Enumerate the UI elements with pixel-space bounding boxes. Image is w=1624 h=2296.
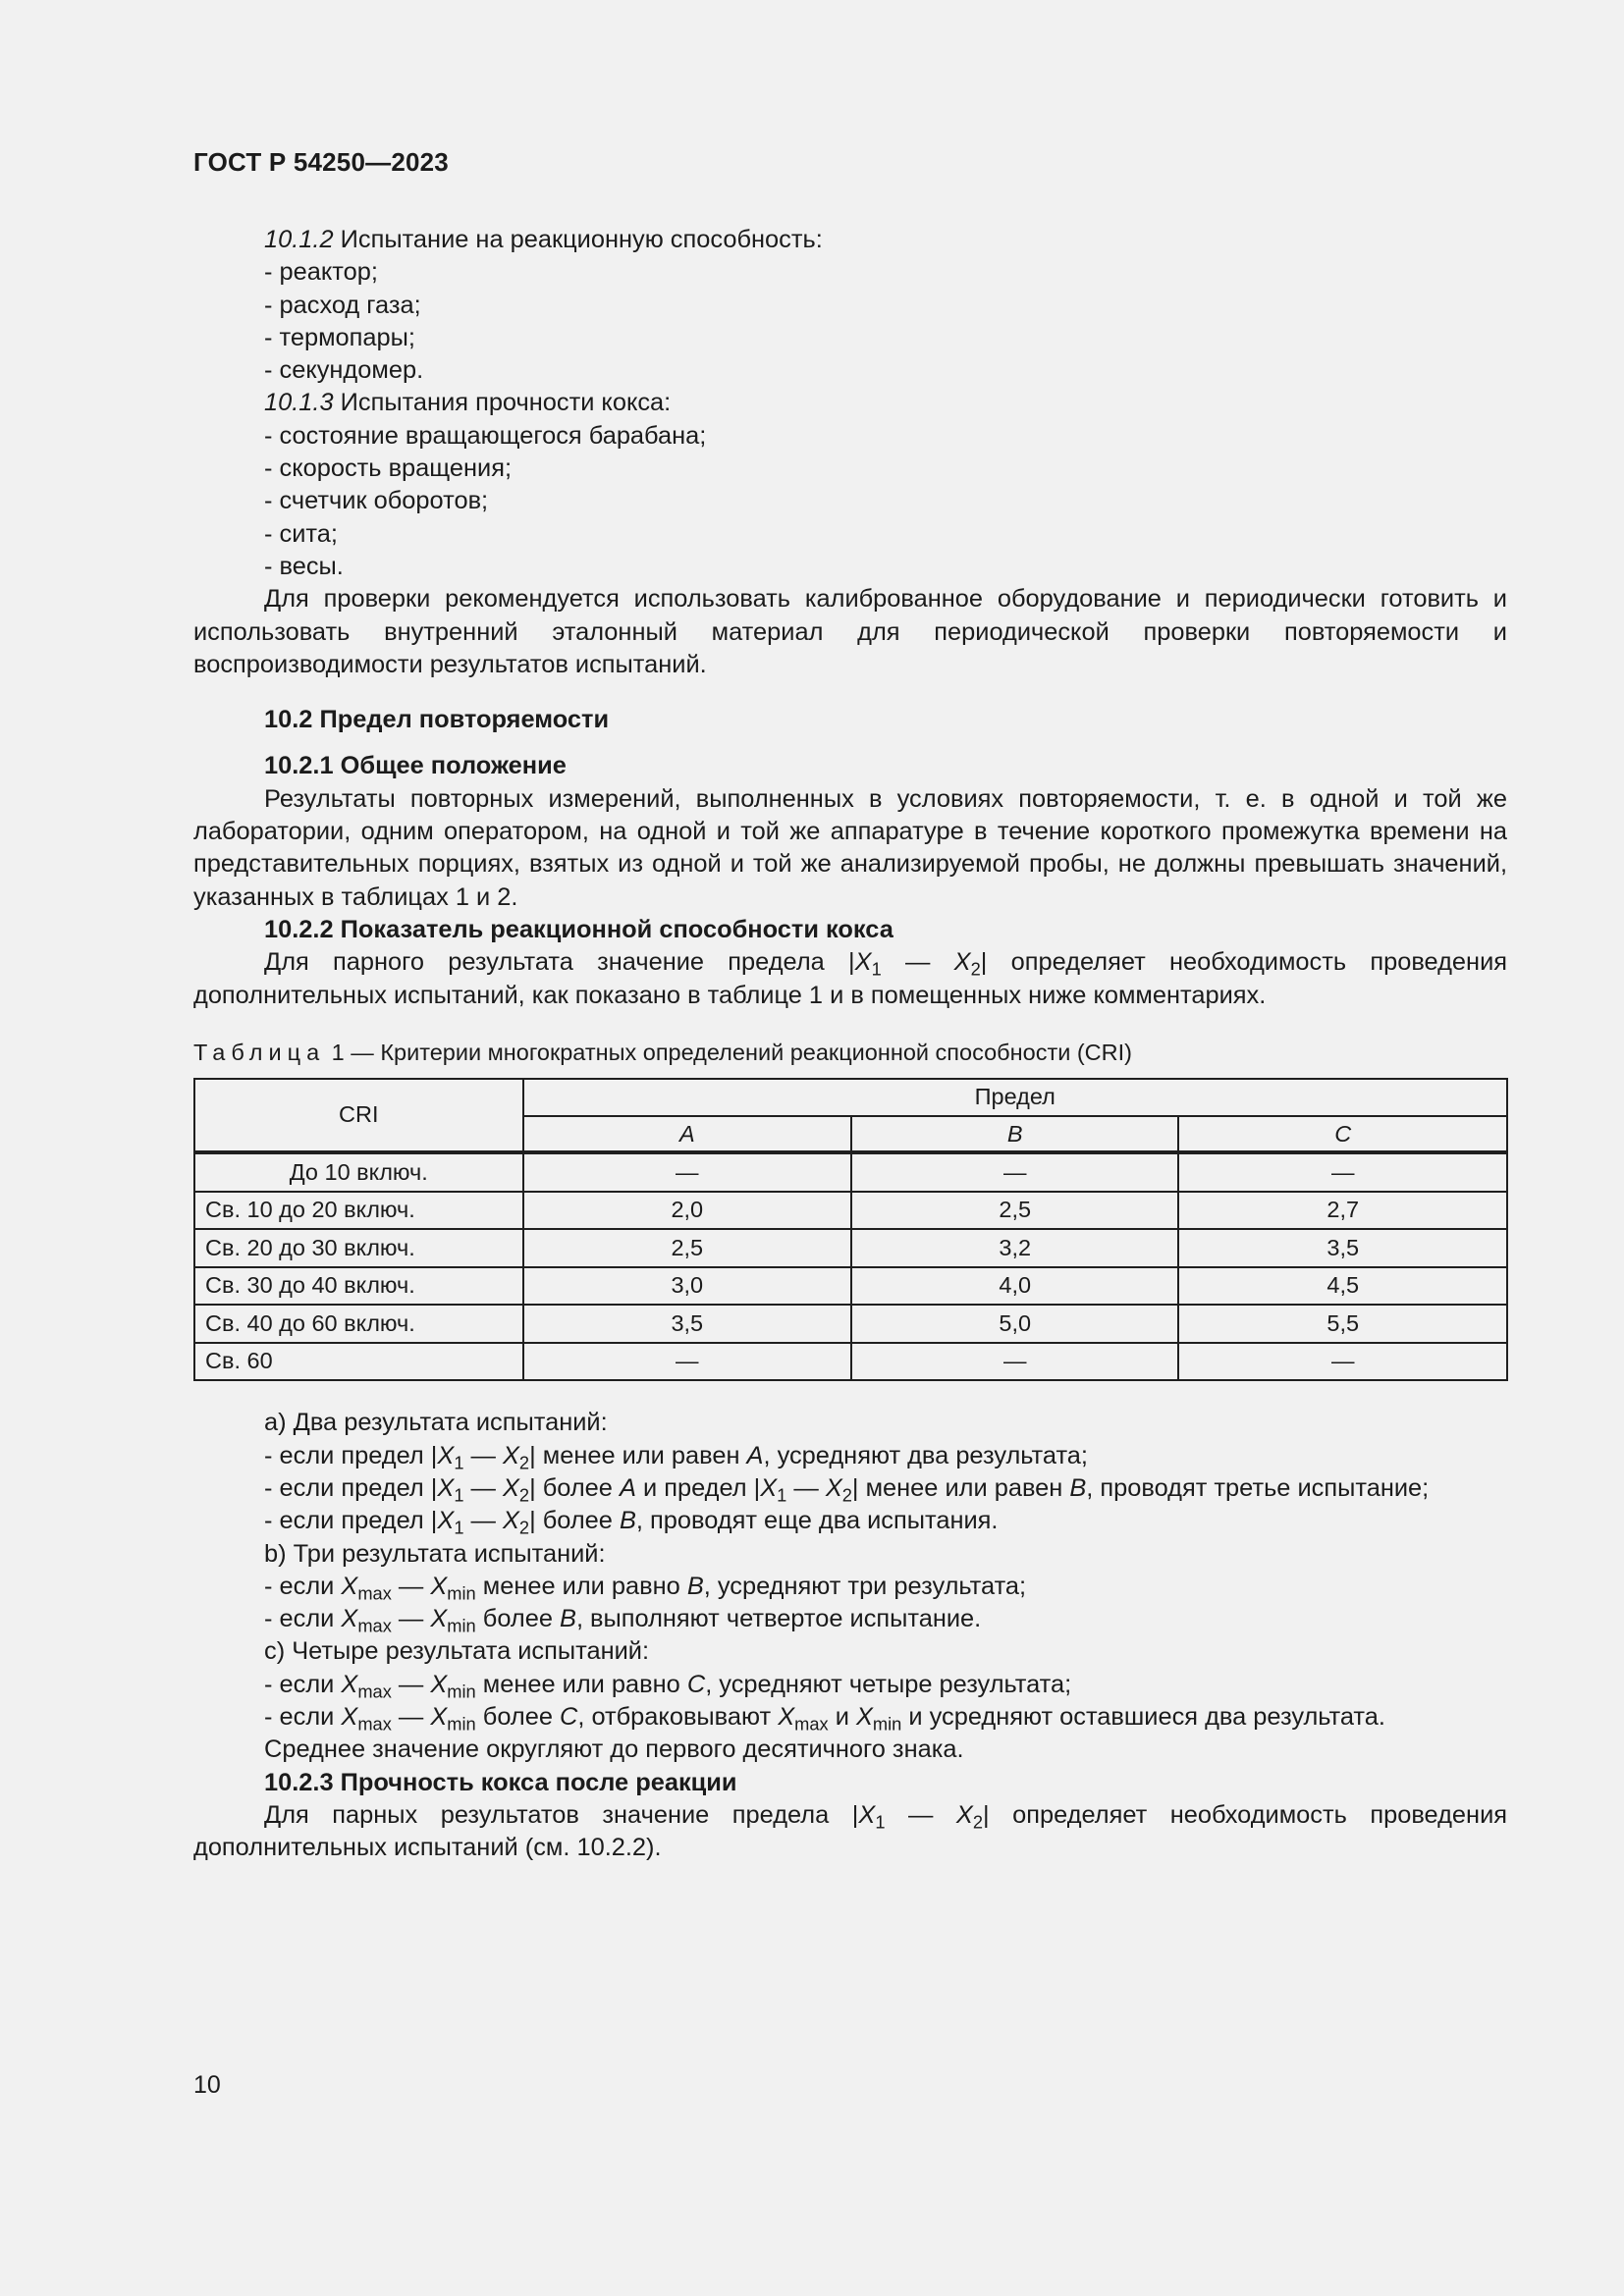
rule-line: - если $X_{max}$ — $X_{min}$ более C, отбраковывают $X_{max}$ и $X_{min}$ и усредняют оставшиеся два результата. bbox=[264, 1703, 1385, 1735]
cri-range-cell: Св. 20 до 30 включ. bbox=[194, 1229, 523, 1267]
limit-c-cell: 4,5 bbox=[1178, 1267, 1507, 1306]
general-provision-paragraph: Результаты повторных измерений, выполненных в условиях повторяемости, т. е. в одной и той же лаборатории, одним оператором, на одной и той же аппаратуре в течение короткого промежутка времени на представительных порциях, взятых из одной и той же анализируемой пробы, не должны превышать значений, указанных в таблицах 1 и 2. bbox=[193, 784, 1507, 911]
list-item: - термопары; bbox=[264, 323, 415, 351]
section-heading-10-2-3: 10.2.3 Прочность кокса после реакции bbox=[264, 1768, 737, 1796]
table-row bbox=[194, 1192, 1507, 1230]
limit-c-cell: 2,7 bbox=[1178, 1192, 1507, 1230]
column-header-limit: Предел bbox=[523, 1079, 1507, 1117]
limit-a-cell: — bbox=[523, 1343, 851, 1381]
table-caption: Таблица 1 — Критерии многократных определений реакционной способности (CRI) bbox=[193, 1039, 1132, 1065]
list-item: - счетчик оборотов; bbox=[264, 487, 489, 515]
list-item: - скорость вращения; bbox=[264, 454, 513, 483]
limit-c-cell: 3,5 bbox=[1178, 1229, 1507, 1267]
column-header-a: A bbox=[523, 1116, 851, 1152]
column-header-b: B bbox=[851, 1116, 1178, 1152]
cri-criteria-table bbox=[193, 1078, 1508, 1382]
section-heading-10-2-1: 10.2.1 Общее положение bbox=[264, 752, 567, 780]
rule-line: - если $X_{max}$ — $X_{min}$ менее или равно B, усредняют три результата; bbox=[264, 1572, 1027, 1604]
table-row bbox=[194, 1305, 1507, 1343]
table-row bbox=[194, 1152, 1507, 1192]
limit-b-cell: 5,0 bbox=[851, 1305, 1178, 1343]
page-number: 10 bbox=[193, 2071, 221, 2099]
rules-four-results-title: c) Четыре результата испытаний: bbox=[264, 1637, 650, 1666]
list-item: - расход газа; bbox=[264, 291, 421, 319]
limit-a-cell: 2,0 bbox=[523, 1192, 851, 1230]
cri-range-cell: Св. 30 до 40 включ. bbox=[194, 1267, 523, 1306]
rules-two-results-title: а) Два результата испытаний: bbox=[264, 1409, 608, 1437]
column-header-c: C bbox=[1178, 1116, 1507, 1152]
limit-a-cell: 3,0 bbox=[523, 1267, 851, 1306]
rule-line: - если предел $|X_1$ — $X_2|$ менее или равен A, усредняют два результата; bbox=[264, 1441, 1088, 1473]
limit-a-cell: 2,5 bbox=[523, 1229, 851, 1267]
clause-10-1-2: 10.1.2 Испытание на реакционную способность: bbox=[264, 226, 823, 253]
list-item: - сита; bbox=[264, 519, 338, 548]
coke-strength-paragraph: Для парных результатов значение предела $|X_1$ — $X_2|$ определяет необходимость проведения дополнительных испытаний (см. 10.2.2). bbox=[193, 1800, 1508, 1862]
rules-three-results-title: b) Три результата испытаний: bbox=[264, 1539, 606, 1568]
rule-line: - если предел $|X_1$ — $X_2|$ более B, проводят еще два испытания. bbox=[264, 1507, 999, 1538]
cri-range-cell: До 10 включ. bbox=[194, 1152, 523, 1192]
limit-b-cell: 2,5 bbox=[851, 1192, 1178, 1230]
section-heading-10-2-2: 10.2.2 Показатель реакционной способности кокса bbox=[264, 915, 893, 943]
cri-range-cell: Св. 60 bbox=[194, 1343, 523, 1381]
list-item: - секундомер. bbox=[264, 356, 424, 385]
rounding-note: Среднее значение округляют до первого десятичного знака. bbox=[264, 1735, 964, 1764]
limit-c-cell: — bbox=[1178, 1343, 1507, 1381]
limit-c-cell: — bbox=[1178, 1152, 1507, 1192]
document-header: ГОСТ Р 54250—2023 bbox=[193, 147, 449, 177]
clause-10-1-3: 10.1.3 Испытания прочности кокса: bbox=[264, 389, 672, 417]
table-row bbox=[194, 1267, 1507, 1306]
page-content bbox=[193, 224, 1507, 1864]
list-item: - реактор; bbox=[264, 258, 378, 287]
table-row bbox=[194, 1229, 1507, 1267]
list-item: - весы. bbox=[264, 552, 344, 580]
cri-range-cell: Св. 10 до 20 включ. bbox=[194, 1192, 523, 1230]
cri-range-cell: Св. 40 до 60 включ. bbox=[194, 1305, 523, 1343]
limit-a-cell: 3,5 bbox=[523, 1305, 851, 1343]
verification-paragraph: Для проверки рекомендуется использовать калиброванное оборудование и периодически готовить и использовать внутренний эталонный материал для периодической проверки повторяемости и воспроизводимости результатов испытаний. bbox=[193, 585, 1507, 678]
limit-c-cell: 5,5 bbox=[1178, 1305, 1507, 1343]
column-header-cri: CRI bbox=[194, 1079, 523, 1153]
rule-line: - если $X_{max}$ — $X_{min}$ менее или равно C, усредняют четыре результата; bbox=[264, 1670, 1072, 1702]
limit-b-cell: — bbox=[851, 1152, 1178, 1192]
section-heading-10-2: 10.2 Предел повторяемости bbox=[264, 706, 610, 734]
limit-a-cell: — bbox=[523, 1152, 851, 1192]
limit-b-cell: 3,2 bbox=[851, 1229, 1178, 1267]
list-item: - состояние вращающегося барабана; bbox=[264, 421, 707, 450]
table-row bbox=[194, 1343, 1507, 1381]
rule-line: - если $X_{max}$ — $X_{min}$ более B, выполняют четвертое испытание. bbox=[264, 1605, 982, 1636]
limit-b-cell: 4,0 bbox=[851, 1267, 1178, 1306]
rule-line: - если предел $|X_1$ — $X_2|$ более A и предел $|X_1$ — $X_2|$ менее или равен B, проводят третье испытание; bbox=[264, 1473, 1430, 1506]
cri-paragraph: Для парного результата значение предела $|X_1$ — $X_2|$ определяет необходимость проведения дополнительных испытаний, как показано в таблице 1 и в помещенных ниже комментариях. bbox=[193, 948, 1508, 1009]
limit-b-cell: — bbox=[851, 1343, 1178, 1381]
